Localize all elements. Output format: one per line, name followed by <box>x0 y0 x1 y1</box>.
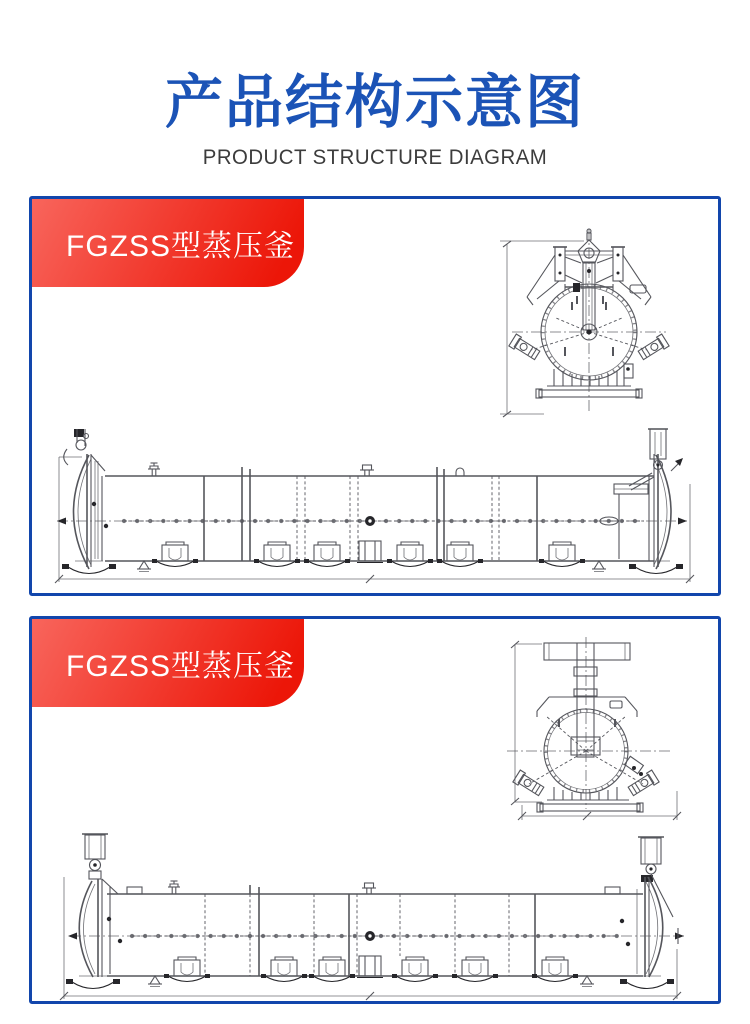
product-card-2 <box>29 616 721 1004</box>
product-ribbon-2 <box>32 619 304 707</box>
page-title: 产品结构示意图 <box>164 70 585 135</box>
side-view <box>60 834 684 1000</box>
page-subtitle: PRODUCT STRUCTURE DIAGRAM <box>202 145 548 169</box>
front-view <box>507 637 681 820</box>
ribbon-label: FGZSS型蒸压釜 <box>66 649 296 683</box>
product-ribbon-1 <box>32 199 304 287</box>
product-card-1 <box>29 196 721 596</box>
page-header <box>0 0 750 196</box>
front-view <box>500 229 669 417</box>
side-view <box>55 429 694 583</box>
ribbon-label: FGZSS型蒸压釜 <box>66 229 296 263</box>
